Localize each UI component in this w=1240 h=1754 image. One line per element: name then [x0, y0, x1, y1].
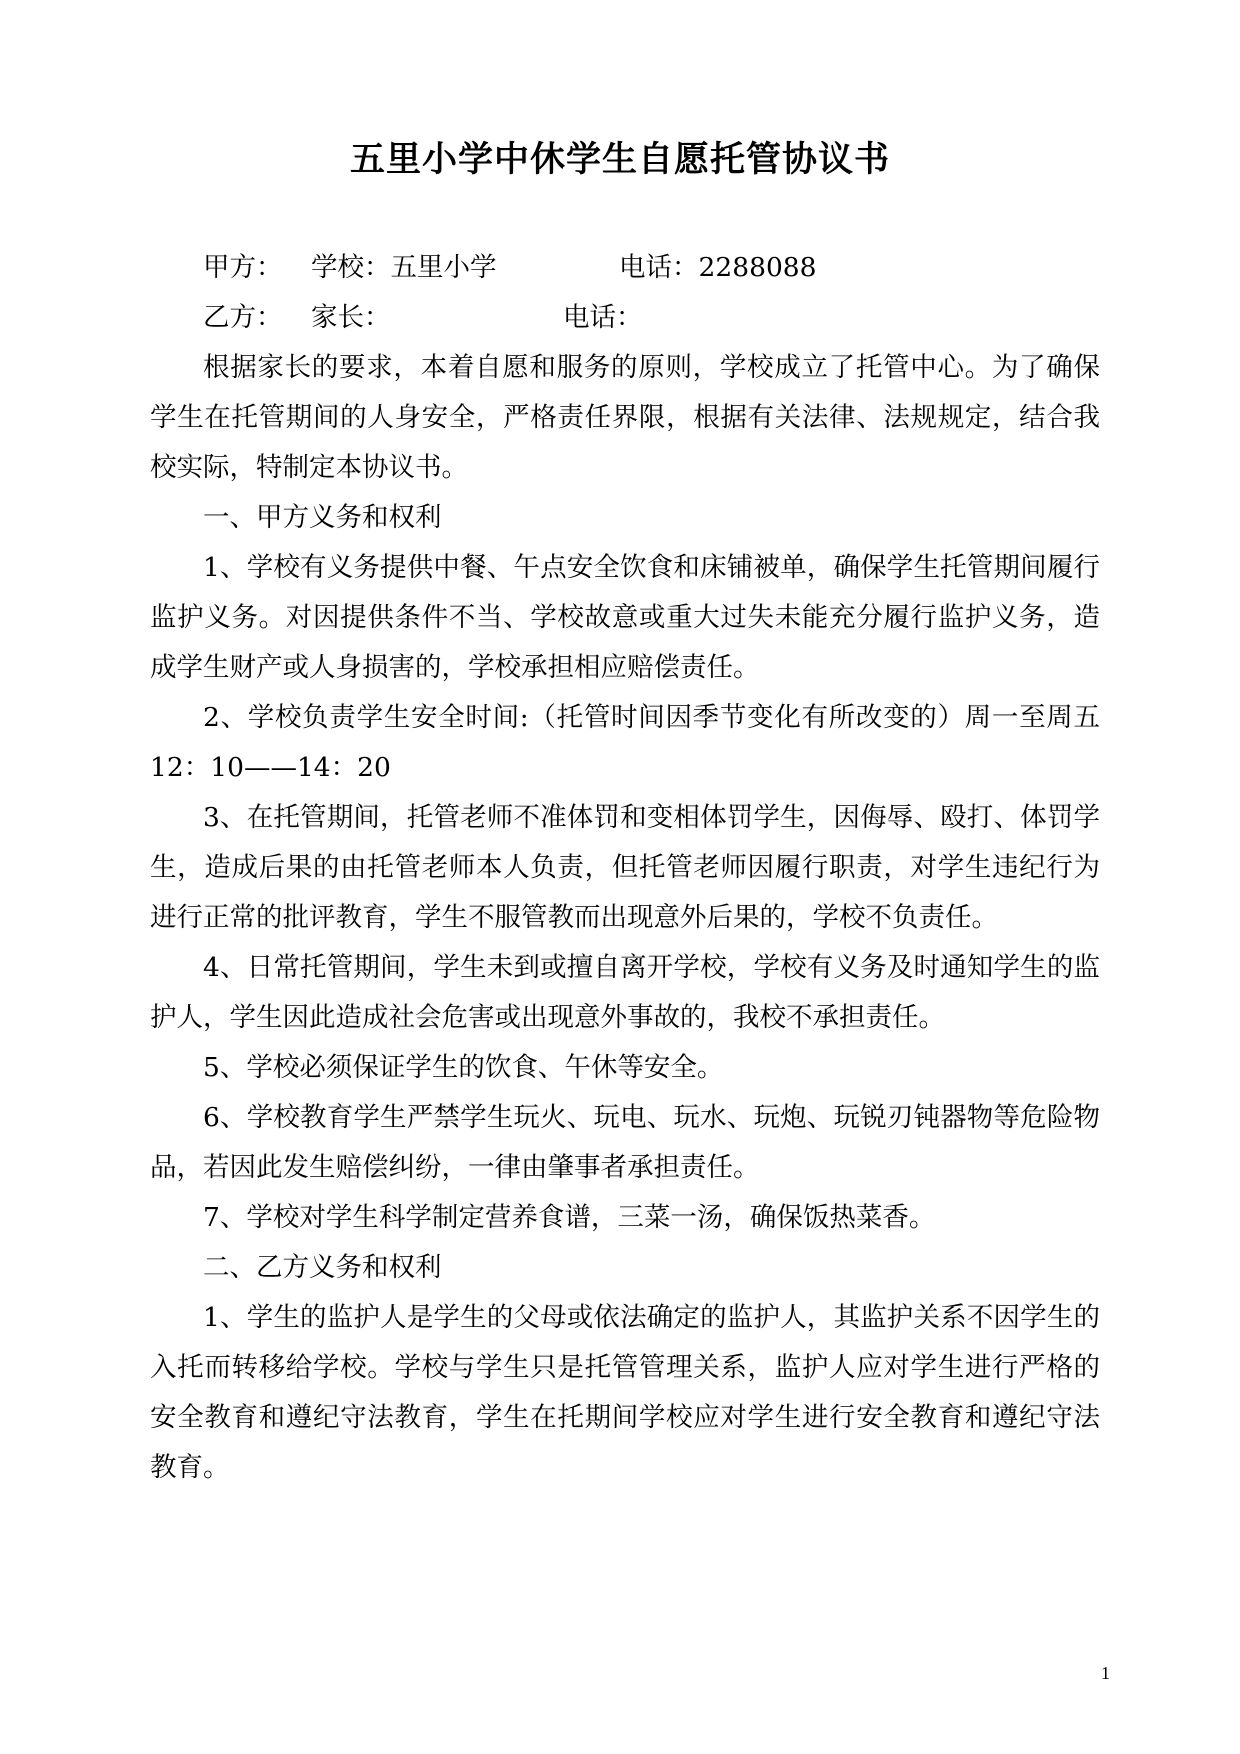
- document-body: [150, 243, 1127, 1493]
- party-b-label: 乙方：: [203, 302, 283, 333]
- party-a-school: 学校：五里小学: [311, 252, 497, 283]
- section-1-item: 1、学校有义务提供中餐、午点安全饮食和床铺被单，确保学生托管期间履行监护义务。对因提供条件不当、学校故意或重大过失未能充分履行监护义务，造成学生财产或人身损害的，学校承担相应赔偿责任。: [150, 552, 1100, 683]
- section-1-item: 3、在托管期间，托管老师不准体罚和变相体罚学生，因侮辱、殴打、体罚学生，造成后果的由托管老师本人负责，但托管老师因履行职责，对学生违纪行为进行正常的批评教育，学生不服管教而出现意外后果的，学校不负责任。: [150, 802, 1100, 933]
- page-number: 1: [1101, 1663, 1110, 1683]
- section-1-item: 6、学校教育学生严禁学生玩火、玩电、玩水、玩炮、玩锐刃钝器物等危险物品，若因此发生赔偿纠纷，一律由肇事者承担责任。: [150, 1102, 1100, 1183]
- party-b-parent: 家长：: [311, 302, 391, 333]
- party-b-phone: 电话：: [563, 302, 643, 333]
- section-2-item: 1、学生的监护人是学生的父母或依法确定的监护人，其监护关系不因学生的入托而转移给学校。学校与学生只是托管管理关系，监护人应对学生进行严格的安全教育和遵纪守法教育，学生在托期间学校应对学生进行安全教育和遵纪守法教育。: [150, 1302, 1100, 1483]
- section-1-item: 4、日常托管期间，学生未到或擅自离开学校，学校有义务及时通知学生的监护人，学生因此造成社会危害或出现意外事故的，我校不承担责任。: [150, 952, 1100, 1033]
- section-1-item: 7、学校对学生科学制定营养食谱，三菜一汤，确保饭热菜香。: [203, 1202, 936, 1233]
- document-title: 五里小学中休学生自愿托管协议书: [349, 139, 890, 180]
- party-a-phone: 电话：2288088: [619, 252, 817, 283]
- section-1-heading: 一、甲方义务和权利: [203, 502, 442, 533]
- section-2-heading: 二、乙方义务和权利: [203, 1252, 442, 1283]
- section-1-item: 5、学校必须保证学生的饮食、午休等安全。: [203, 1052, 724, 1083]
- party-a-label: 甲方：: [203, 252, 283, 283]
- intro-paragraph: 根据家长的要求，本着自愿和服务的原则，学校成立了托管中心。为了确保学生在托管期间的人身安全，严格责任界限，根据有关法律、法规规定，结合我校实际，特制定本协议书。: [150, 352, 1100, 483]
- section-1-item: 2、学校负责学生安全时间:（托管时间因季节变化有所改变的）周一至周五 12：10——14：20: [150, 702, 1127, 783]
- party-b-line: [150, 293, 1100, 343]
- party-a-line: [150, 243, 1100, 293]
